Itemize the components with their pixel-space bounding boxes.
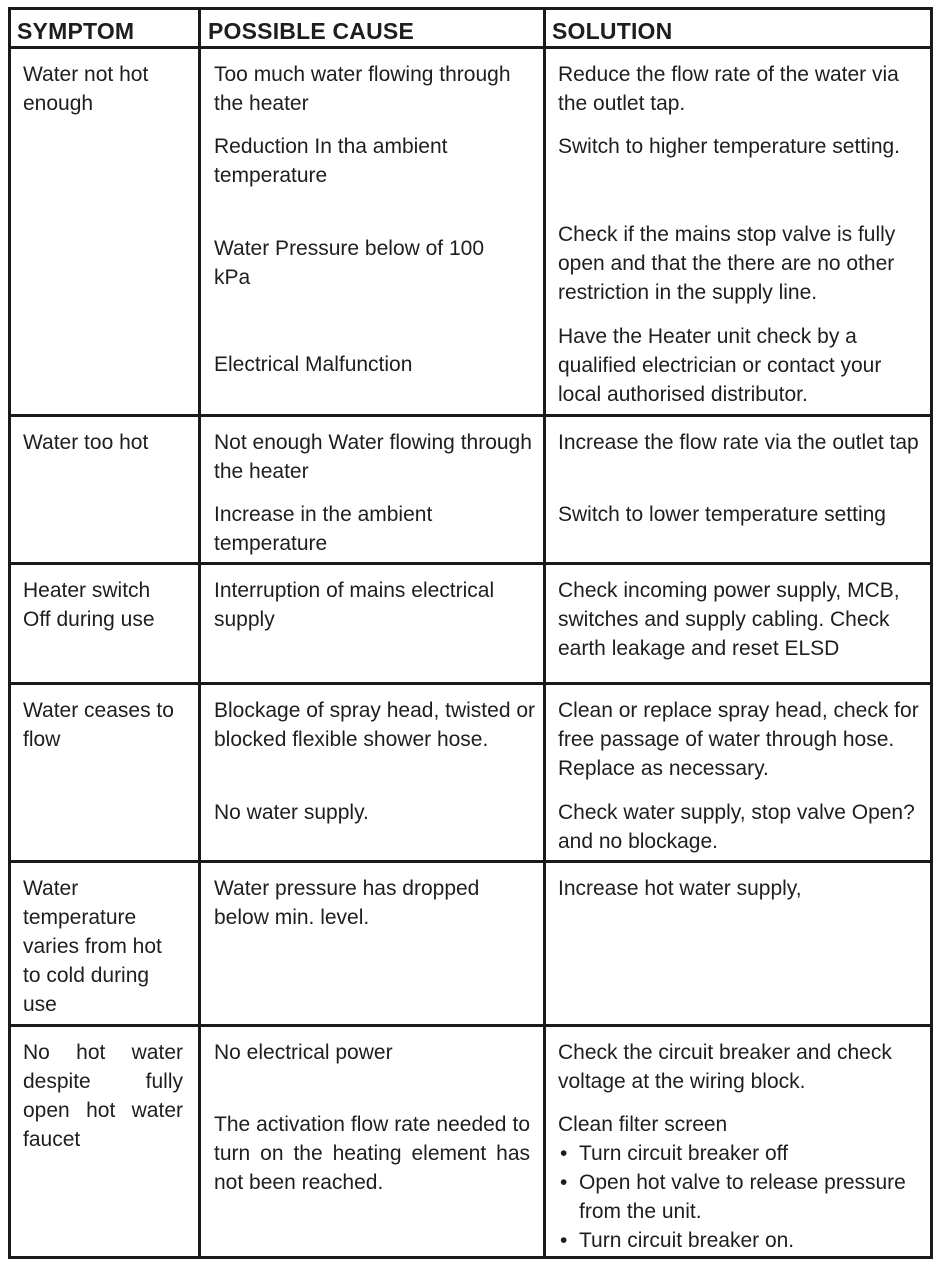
solution-text: Switch to lower temperature setting	[558, 503, 886, 526]
header-solution: SOLUTION	[552, 18, 673, 44]
row-divider	[11, 682, 930, 685]
cause-text: The activation flow rate needed to turn on the heating element has not been reached.	[214, 1113, 530, 1194]
header-symptom: SYMPTOM	[17, 18, 135, 44]
column-divider	[198, 10, 201, 1256]
cause-text: Not enough Water flowing through the heater	[214, 431, 532, 483]
symptom-text: No hot water despite fully open hot water faucet	[23, 1041, 183, 1151]
solution-text: Have the Heater unit check by a qualified electrician or contact your local authorised distributor.	[558, 325, 882, 406]
solution-step: • Turn circuit breaker off	[558, 1139, 928, 1168]
symptom-cell	[23, 696, 183, 754]
solution-step: • Turn circuit breaker on.	[558, 1226, 928, 1255]
symptom-cell	[23, 874, 183, 1019]
solution-cell	[558, 322, 918, 409]
solution-text: Clean filter screen	[558, 1113, 728, 1136]
cause-text: Increase in the ambient temperature	[214, 503, 433, 555]
symptom-cell	[23, 1038, 183, 1154]
symptom-text: Water temperature varies from hot to cold during use	[23, 877, 162, 1016]
cause-cell	[214, 1038, 534, 1067]
solution-cell	[558, 1110, 928, 1255]
row-divider	[11, 46, 930, 49]
solution-text: Increase the flow rate via the outlet tap	[558, 431, 919, 454]
cause-cell	[214, 1110, 530, 1197]
cause-cell	[214, 350, 534, 379]
symptom-cell	[23, 428, 183, 457]
symptom-text: Heater switch Off during use	[23, 579, 155, 631]
solution-text: Clean or replace spray head, check for free passage of water through hose. Replace as necessary.	[558, 699, 919, 780]
cause-cell	[214, 234, 514, 292]
column-divider	[543, 10, 546, 1256]
row-divider	[11, 562, 930, 565]
cause-cell	[214, 428, 534, 486]
symptom-text: Water not hot enough	[23, 63, 149, 115]
cause-cell	[214, 500, 534, 558]
solution-cell	[558, 132, 928, 161]
troubleshooting-table	[8, 7, 933, 1259]
solution-cell	[558, 874, 928, 903]
solution-step: • Open hot valve to release pressure from the unit.	[558, 1168, 928, 1226]
solution-text: Check if the mains stop valve is fully open and that the there are no other restriction in the supply line.	[558, 223, 896, 304]
solution-cell	[558, 798, 928, 856]
cause-text: Water Pressure below of 100 kPa	[214, 237, 485, 289]
solution-cell	[558, 576, 928, 663]
cause-cell	[214, 798, 534, 827]
cause-cell	[214, 696, 539, 754]
solution-text: Check water supply, stop valve Open? and no blockage.	[558, 801, 915, 853]
cause-text: Blockage of spray head, twisted or blocked flexible shower hose.	[214, 699, 536, 751]
solution-text: Increase hot water supply,	[558, 877, 802, 900]
header-possible-cause: POSSIBLE CAUSE	[208, 18, 415, 44]
symptom-cell	[23, 576, 183, 634]
symptom-text: Water ceases to flow	[23, 699, 174, 751]
row-divider	[11, 414, 930, 417]
solution-cell	[558, 60, 928, 118]
solution-steps-list	[558, 1139, 928, 1255]
solution-text: Check incoming power supply, MCB, switches and supply cabling. Check earth leakage and reset ELSD	[558, 579, 900, 660]
solution-text: Reduce the flow rate of the water via the outlet tap.	[558, 63, 899, 115]
solution-cell	[558, 500, 928, 529]
cause-text: Electrical Malfunction	[214, 353, 413, 376]
cause-cell	[214, 874, 534, 932]
solution-cell	[558, 428, 928, 457]
solution-text: Check the circuit breaker and check voltage at the wiring block.	[558, 1041, 892, 1093]
row-divider	[11, 860, 930, 863]
cause-cell	[214, 576, 534, 634]
cause-text: No electrical power	[214, 1041, 393, 1064]
cause-text: Water pressure has dropped below min. level.	[214, 877, 480, 929]
solution-cell	[558, 696, 928, 783]
symptom-cell	[23, 60, 183, 118]
cause-text: No water supply.	[214, 801, 369, 824]
solution-cell	[558, 220, 928, 307]
row-divider	[11, 1024, 930, 1027]
cause-text: Reduction In tha ambient temperature	[214, 135, 448, 187]
cause-text: Too much water flowing through the heater	[214, 63, 511, 115]
cause-text: Interruption of mains electrical supply	[214, 579, 495, 631]
symptom-text: Water too hot	[23, 431, 149, 454]
cause-cell	[214, 132, 534, 190]
solution-cell	[558, 1038, 928, 1096]
cause-cell	[214, 60, 534, 118]
solution-text: Switch to higher temperature setting.	[558, 135, 901, 158]
